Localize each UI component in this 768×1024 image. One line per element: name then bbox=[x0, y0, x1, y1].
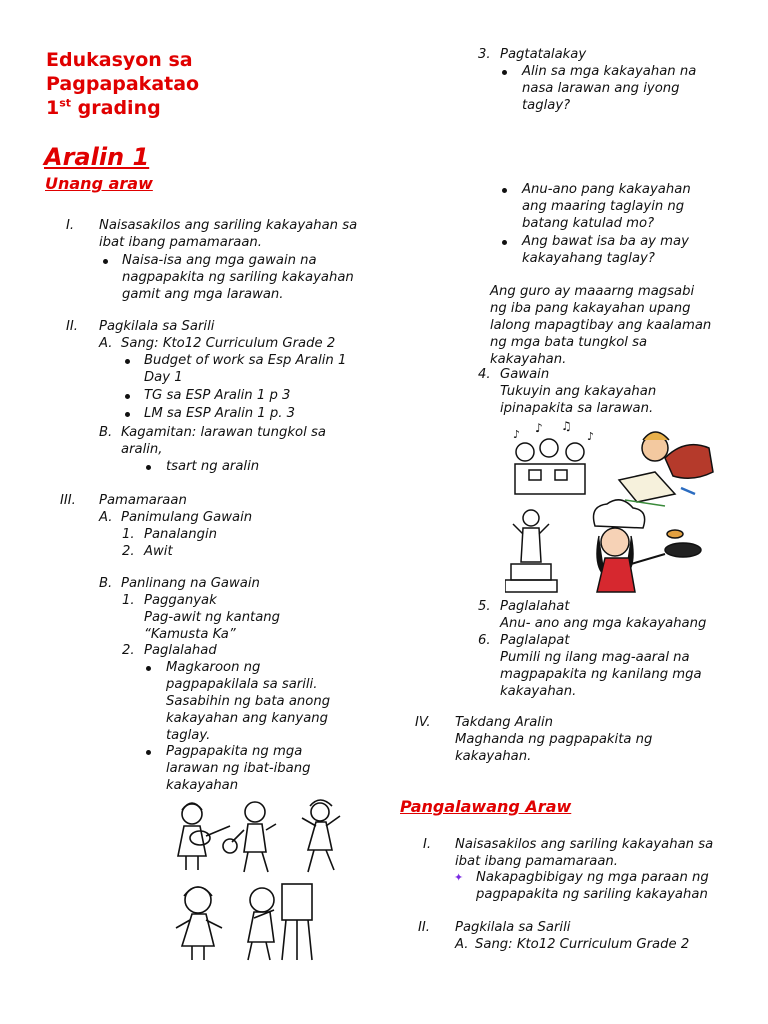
singing-girl-figure bbox=[176, 887, 222, 960]
drawing-boy-figure bbox=[619, 432, 713, 506]
bullet-icon bbox=[146, 750, 151, 755]
assignment-instruction: Maghanda ng pagpapakita ng kakayahan. bbox=[455, 732, 653, 764]
talents-activity-image bbox=[505, 418, 720, 598]
application-instruction: Pumili ng ilang mag-aaral na magpapakita ng kanilang mga kakayahan. bbox=[500, 650, 702, 699]
presentation-bullet-1: Magkaroon ng pagpapakilala sa sarili. Sasabihin ng bata anong kakayahan ang kanyang taglay. bbox=[146, 659, 346, 744]
cooking-girl-figure bbox=[594, 500, 702, 592]
discussion-question-2: Anu-ano pang kakayahan ang maaring taglayin ng batang katulad mo? bbox=[502, 181, 717, 232]
activity-instruction: Tukuyin ang kakayahan ipinapakita sa larawan. bbox=[500, 384, 657, 416]
title-line-1: Edukasyon sa bbox=[46, 49, 193, 71]
activity-step: 4. Gawain bbox=[478, 367, 550, 382]
painting-boy-figure bbox=[248, 884, 312, 960]
svg-text:♫: ♫ bbox=[561, 419, 572, 433]
day-two-subject-section: II. Pagkilala sa Sarili bbox=[418, 920, 571, 935]
bullet-icon bbox=[125, 394, 130, 399]
objective-bullet: Naisa-isa ang mga gawain na nagpapakita ng sariling kakayahan gamit ang mga larawan. bbox=[103, 252, 368, 303]
bullet-icon bbox=[103, 259, 108, 264]
day-two-objective-bullet: ✦ Nakapagbibigay ng mga paraan ng pagpapakita ng sariling kakayahan bbox=[454, 870, 709, 902]
materials-item: B. Kagamitan: larawan tungkol sa aralin, bbox=[99, 425, 326, 457]
discussion-step: 3. Pagtatalakay bbox=[478, 47, 587, 62]
developmental-activity: B. Panlinang na Gawain bbox=[99, 576, 260, 591]
svg-text:♪: ♪ bbox=[513, 428, 521, 441]
generalization-question: Anu- ano ang mga kakayahang bbox=[500, 616, 707, 631]
bullet-icon bbox=[146, 666, 151, 671]
svg-text:♪: ♪ bbox=[587, 430, 595, 443]
preliminary-step-1: 1. Panalangin bbox=[122, 527, 217, 542]
reference-bullet-1: Budget of work sa Esp Aralin 1 Day 1 bbox=[125, 352, 365, 386]
preliminary-step-2: 2. Awit bbox=[122, 544, 173, 559]
lesson-heading: Aralin 1 bbox=[44, 143, 150, 171]
children-talents-image bbox=[170, 796, 360, 966]
reference-item: A. Sang: Kto12 Curriculum Grade 2 bbox=[99, 336, 336, 351]
guitar-girl-figure bbox=[178, 803, 230, 870]
presentation-bullet-2: Pagpapakita ng mga larawan ng ibat-ibang kakayahan bbox=[146, 743, 346, 794]
motivation-step: 1. Pagganyak bbox=[122, 593, 217, 608]
assignment-section: IV. Takdang Aralin bbox=[415, 715, 553, 730]
basketball-boy-figure bbox=[223, 802, 276, 872]
generalization-step: 5. Paglalahat bbox=[478, 599, 570, 614]
bullet-icon bbox=[125, 412, 130, 417]
bullet-icon bbox=[502, 70, 507, 75]
objective-section: I. Naisasakilos ang sariling kakayahan sa ibat ibang pamamaraan. bbox=[66, 218, 358, 250]
reference-bullet-2: TG sa ESP Aralin 1 p 3 bbox=[125, 387, 365, 404]
materials-bullet: tsart ng aralin bbox=[146, 458, 366, 475]
document-title bbox=[46, 48, 199, 120]
presentation-step: 2. Paglalahad bbox=[122, 643, 217, 658]
title-line-2: Pagpapakatao bbox=[46, 73, 200, 95]
day-two-objective-section: I. Naisasakilos ang sariling kakayahan sa ibat ibang pamamaraan. bbox=[423, 837, 714, 869]
procedure-section: III. Pamamaraan bbox=[60, 493, 187, 508]
discussion-question-1: Alin sa mga kakayahan na nasa larawan ang iyong taglay? bbox=[502, 63, 717, 114]
svg-text:♪: ♪ bbox=[535, 421, 543, 435]
singing-kids-figure bbox=[513, 419, 594, 494]
subject-section: II. Pagkilala sa Sarili bbox=[66, 319, 215, 334]
trophy-figure bbox=[505, 510, 557, 592]
bullet-icon bbox=[502, 188, 507, 193]
preliminary-activity: A. Panimulang Gawain bbox=[99, 510, 253, 525]
dancing-girl-figure bbox=[302, 800, 340, 872]
bullet-icon bbox=[125, 359, 130, 364]
title-line-3: 1st grading bbox=[46, 96, 161, 119]
discussion-question-3: Ang bawat isa ba ay may kakayahang taglay? bbox=[502, 233, 717, 267]
day-two-heading: Pangalawang Araw bbox=[400, 797, 572, 816]
teacher-note: Ang guro ay maaarng magsabi ng iba pang kakayahan upang lalong mapagtibay ang kaalaman ng mga bata tungkol sa kakayahan. bbox=[490, 284, 712, 367]
bullet-icon bbox=[146, 465, 151, 470]
motivation-description: Pag-awit ng kantang “Kamusta Ka” bbox=[144, 610, 281, 642]
day-one-heading: Unang araw bbox=[45, 174, 153, 193]
application-step: 6. Paglalapat bbox=[478, 633, 570, 648]
bullet-icon bbox=[502, 240, 507, 245]
day-two-reference-item: A. Sang: Kto12 Curriculum Grade 2 bbox=[455, 937, 690, 952]
diamond-bullet-icon: ✦ bbox=[454, 871, 464, 884]
reference-bullet-3: LM sa ESP Aralin 1 p. 3 bbox=[125, 405, 365, 422]
